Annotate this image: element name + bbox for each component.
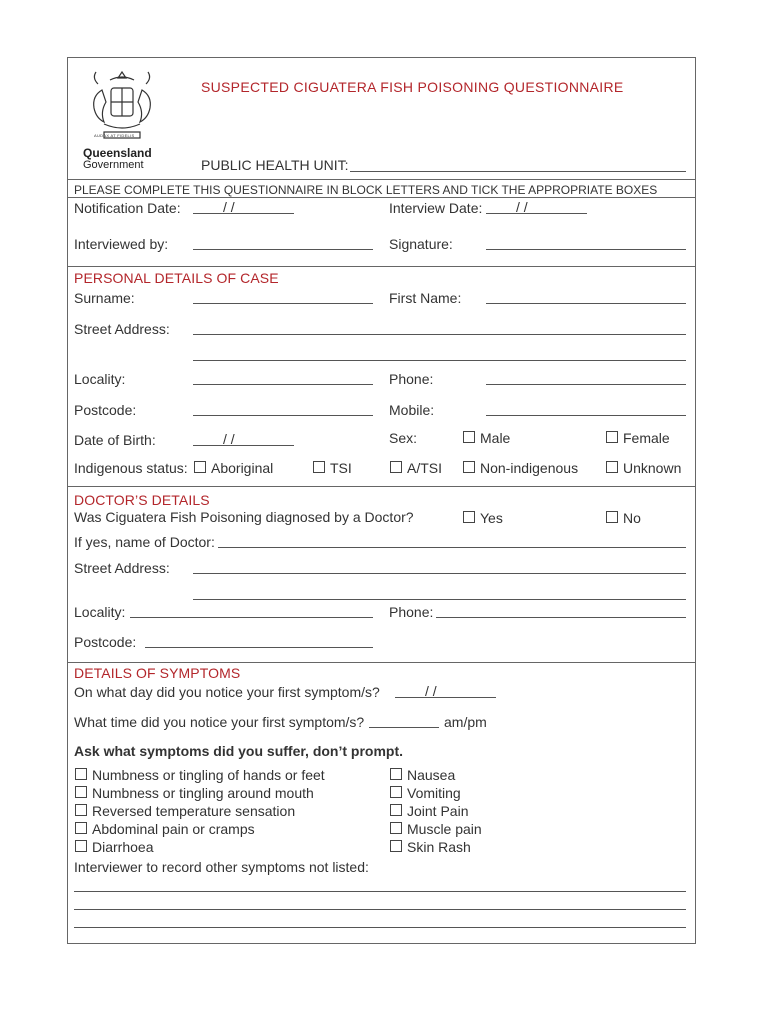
- org-name-line2: Government: [83, 159, 144, 171]
- symptoms-heading: DETAILS OF SYMPTOMS: [74, 665, 241, 681]
- doctor-locality-field[interactable]: [130, 617, 373, 618]
- doctor-name-field[interactable]: [218, 547, 686, 548]
- date-separators: / /: [516, 199, 528, 215]
- first-time-field[interactable]: [369, 727, 439, 728]
- symptom-label: Abdominal pain or cramps: [92, 821, 255, 837]
- symptom-label: Numbness or tingling around mouth: [92, 785, 314, 801]
- diagnosed-question: Was Ciguatera Fish Poisoning diagnosed by a Doctor?: [74, 509, 414, 525]
- first-name-label: First Name:: [389, 290, 462, 306]
- surname-label: Surname:: [74, 290, 135, 306]
- symptom-label: Vomiting: [407, 785, 461, 801]
- divider: [67, 662, 696, 663]
- other-symptoms-line[interactable]: [74, 909, 686, 910]
- doctor-street-address-line2[interactable]: [193, 599, 686, 600]
- symptom-checkbox[interactable]: [390, 768, 402, 780]
- symptom-label: Nausea: [407, 767, 456, 783]
- first-day-question: On what day did you notice your first symptom/s?: [74, 684, 380, 700]
- divider: [67, 266, 696, 267]
- public-health-unit-field[interactable]: [350, 171, 686, 172]
- instructions-text: PLEASE COMPLETE THIS QUESTIONNAIRE IN BLOCK LETTERS AND TICK THE APPROPRIATE BOXES: [74, 183, 658, 197]
- unknown-label: Unknown: [623, 460, 682, 476]
- other-symptoms-label: Interviewer to record other symptoms not listed:: [74, 859, 369, 875]
- symptom-checkbox[interactable]: [390, 822, 402, 834]
- signature-label: Signature:: [389, 236, 453, 252]
- symptom-checkbox[interactable]: [75, 822, 87, 834]
- doctor-details-heading: DOCTOR’S DETAILS: [74, 492, 210, 508]
- surname-field[interactable]: [193, 303, 373, 304]
- sex-label: Sex:: [389, 430, 418, 446]
- indigenous-status-label: Indigenous status:: [74, 460, 188, 476]
- divider: [67, 179, 696, 180]
- diagnosed-no-label: No: [623, 510, 641, 526]
- crest-motto: AUDAX AT FIDELIS: [94, 133, 135, 138]
- doctor-name-label: If yes, name of Doctor:: [74, 534, 215, 550]
- doctor-phone-label: Phone:: [389, 604, 434, 620]
- tsi-checkbox[interactable]: [313, 461, 325, 473]
- doctor-postcode-label: Postcode:: [74, 634, 137, 650]
- queensland-crest-logo: [82, 66, 162, 172]
- first-day-field[interactable]: [395, 697, 496, 698]
- symptom-label: Reversed temperature sensation: [92, 803, 296, 819]
- symptom-checkbox[interactable]: [75, 768, 87, 780]
- am-pm-label: am/pm: [444, 714, 487, 730]
- date-separators: / /: [223, 199, 235, 215]
- doctor-street-address-label: Street Address:: [74, 560, 170, 576]
- date-separators: / /: [223, 431, 235, 447]
- mobile-field[interactable]: [486, 415, 686, 416]
- non-indigenous-label: Non-indigenous: [480, 460, 579, 476]
- interviewed-by-label: Interviewed by:: [74, 236, 169, 252]
- atsi-checkbox[interactable]: [390, 461, 402, 473]
- street-address-field-line1[interactable]: [193, 334, 686, 335]
- aboriginal-label: Aboriginal: [211, 460, 274, 476]
- symptom-label: Diarrhoea: [92, 839, 154, 855]
- doctor-postcode-field[interactable]: [145, 647, 373, 648]
- phone-field[interactable]: [486, 384, 686, 385]
- mobile-label: Mobile:: [389, 402, 435, 418]
- interviewed-by-field[interactable]: [193, 249, 373, 250]
- org-name-line1: Queensland: [83, 146, 152, 160]
- symptom-label: Skin Rash: [407, 839, 471, 855]
- doctor-locality-label: Locality:: [74, 604, 126, 620]
- dob-field[interactable]: [193, 445, 294, 446]
- other-symptoms-line[interactable]: [74, 927, 686, 928]
- symptom-checkbox[interactable]: [390, 804, 402, 816]
- street-address-field-line2[interactable]: [193, 360, 686, 361]
- non-indigenous-checkbox[interactable]: [463, 461, 475, 473]
- public-health-unit-label: PUBLIC HEALTH UNIT:: [201, 157, 349, 173]
- postcode-field[interactable]: [193, 415, 373, 416]
- date-separators: / /: [425, 683, 437, 699]
- sex-female-label: Female: [623, 430, 670, 446]
- sex-male-checkbox[interactable]: [463, 431, 475, 443]
- dob-label: Date of Birth:: [74, 432, 156, 448]
- symptom-checkbox[interactable]: [75, 786, 87, 798]
- unknown-checkbox[interactable]: [606, 461, 618, 473]
- signature-field[interactable]: [486, 249, 686, 250]
- personal-details-heading: PERSONAL DETAILS OF CASE: [74, 270, 279, 286]
- interview-date-field[interactable]: [486, 213, 587, 214]
- symptom-label: Muscle pain: [407, 821, 482, 837]
- doctor-street-address-line1[interactable]: [193, 573, 686, 574]
- form-title: SUSPECTED CIGUATERA FISH POISONING QUESTIONNAIRE: [201, 79, 624, 95]
- other-symptoms-line[interactable]: [74, 891, 686, 892]
- sex-female-checkbox[interactable]: [606, 431, 618, 443]
- diagnosed-no-checkbox[interactable]: [606, 511, 618, 523]
- prompt-instruction: Ask what symptoms did you suffer, don’t prompt.: [74, 743, 404, 759]
- locality-field[interactable]: [193, 384, 373, 385]
- divider: [67, 197, 696, 198]
- symptom-label: Joint Pain: [407, 803, 469, 819]
- doctor-phone-field[interactable]: [436, 617, 686, 618]
- atsi-label: A/TSI: [407, 460, 443, 476]
- symptom-checkbox[interactable]: [75, 804, 87, 816]
- postcode-label: Postcode:: [74, 402, 137, 418]
- sex-male-label: Male: [480, 430, 511, 446]
- first-time-question: What time did you notice your first symptom/s?: [74, 714, 365, 730]
- locality-label: Locality:: [74, 371, 126, 387]
- symptom-checkbox[interactable]: [390, 786, 402, 798]
- notification-date-field[interactable]: [193, 213, 294, 214]
- symptom-checkbox[interactable]: [75, 840, 87, 852]
- symptom-label: Numbness or tingling of hands or feet: [92, 767, 325, 783]
- first-name-field[interactable]: [486, 303, 686, 304]
- tsi-label: TSI: [330, 460, 352, 476]
- interview-date-label: Interview Date:: [389, 200, 483, 216]
- phone-label: Phone:: [389, 371, 434, 387]
- diagnosed-yes-label: Yes: [480, 510, 503, 526]
- aboriginal-checkbox[interactable]: [194, 461, 206, 473]
- divider: [67, 486, 696, 487]
- diagnosed-yes-checkbox[interactable]: [463, 511, 475, 523]
- symptom-checkbox[interactable]: [390, 840, 402, 852]
- notification-date-label: Notification Date:: [74, 200, 181, 216]
- street-address-label: Street Address:: [74, 321, 170, 337]
